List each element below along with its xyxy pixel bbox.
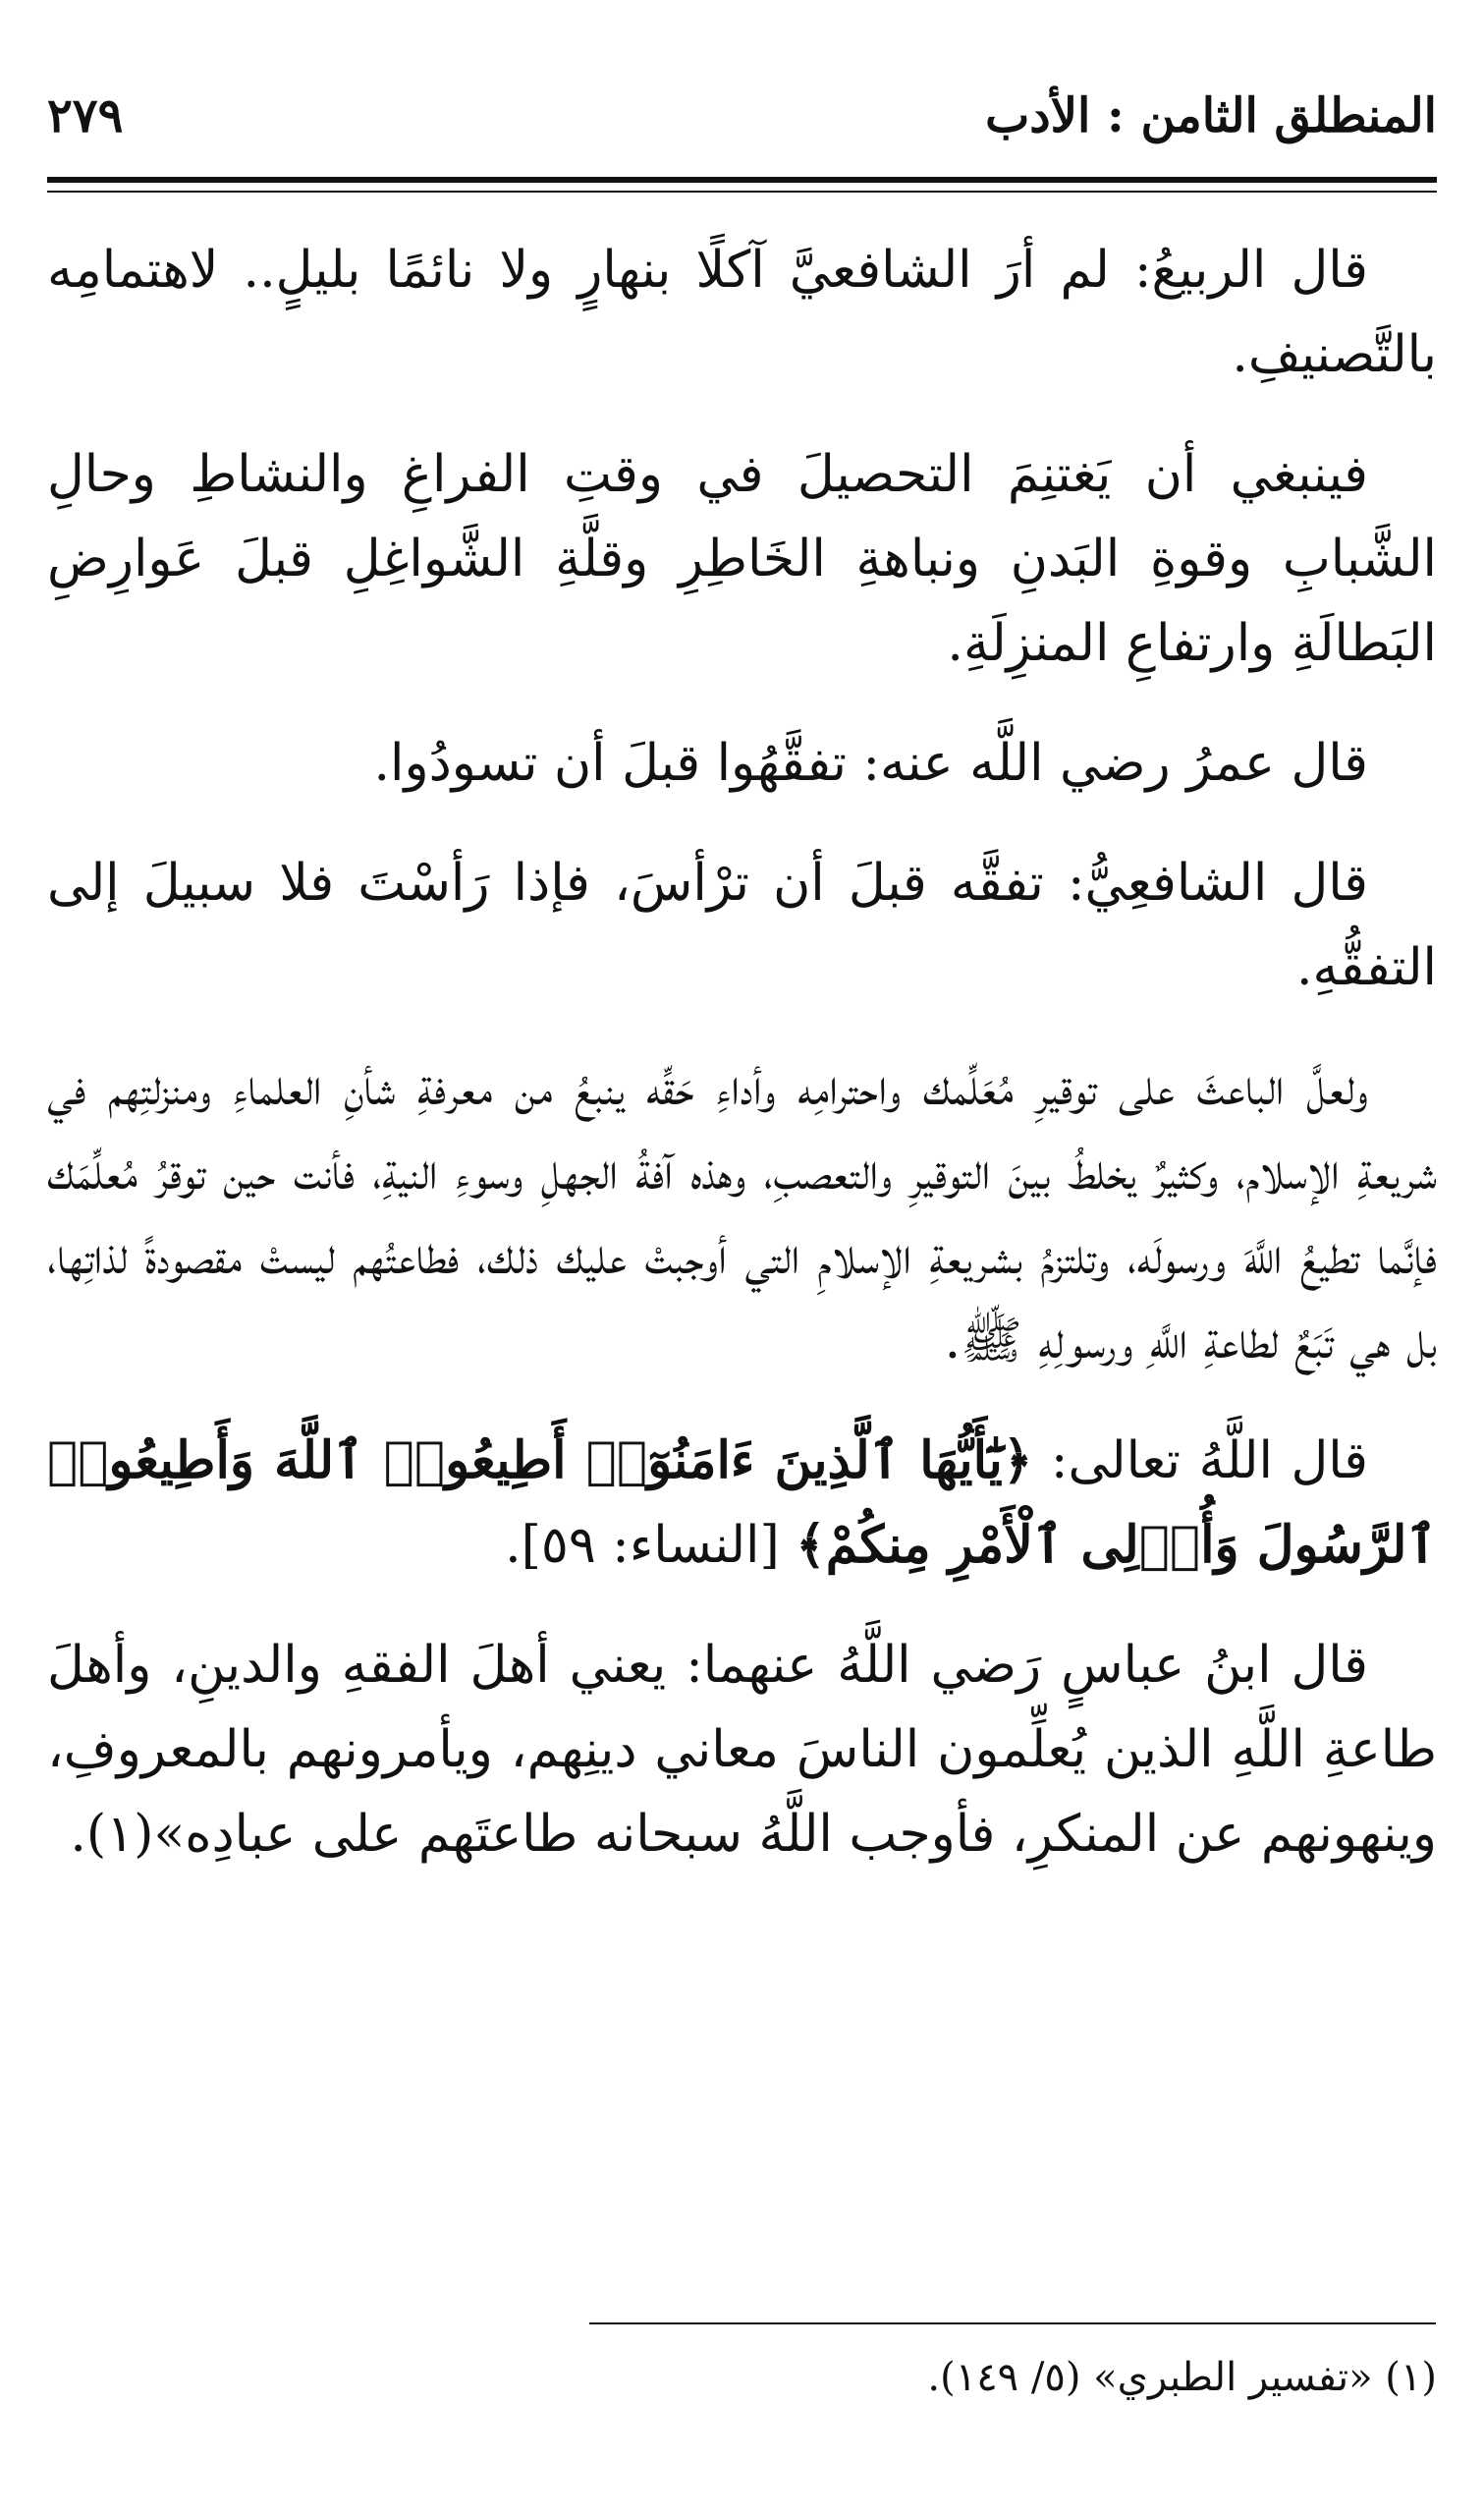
- quran-verse: ﴿يَٰٓأَيُّهَا ٱلَّذِينَ ءَامَنُوٓا۟ أَطِيعُوا۟ ٱللَّهَ وَأَطِيعُوا۟ ٱلرَّسُولَ وَأُو۟لِى ٱلْأَمْرِ مِنكُمْ﴾: [47, 1430, 1437, 1575]
- quran-reference: [النساء: ٥٩].: [505, 1516, 797, 1575]
- paragraph-ibn-abbas: قال ابنُ عباسٍ رَضي اللَّهُ عنهما: يعني أهلَ الفقهِ والدينِ، وأهلَ طاعةِ اللَّهِ الذين يُعلِّمون الناسَ معاني دينِهم، ويأمرونهم بالمعروفِ، وينهونهم عن المنكرِ، فأوجب اللَّهُ سبحانه طاعتَهم على عبادِه»(١).: [47, 1636, 1437, 1864]
- footnote-rule: [589, 2322, 1436, 2324]
- footnote: (١) «تفسير الطبري» (٥/ ١٤٩).: [927, 2355, 1437, 2400]
- header-rule-thin: [47, 191, 1437, 193]
- page-header: [47, 88, 1437, 157]
- paragraph-quran-verse: [47, 1419, 1437, 1588]
- header-rule-thick: [47, 177, 1437, 183]
- page-number: ٢٧٩: [47, 88, 124, 143]
- paragraph-study-time: فينبغي أن يَغتنِمَ التحصيلَ في وقتِ الفراغِ والنشاطِ وحالِ الشَّبابِ وقوةِ البَدنِ ونباهةِ الخَاطِرِ وقلَّةِ الشَّواغِلِ قبلَ عَوارِضِ البَطالَةِ وارتفاعِ المنزِلَةِ.: [47, 445, 1437, 673]
- paragraph-umar-quote: قال عمرُ رضي اللَّه عنه: تفقَّهُوا قبلَ أن تسودُوا.: [373, 734, 1368, 793]
- paragraph-shafii-quote: قال الشافعِيُّ: تفقَّه قبلَ أن ترْأسَ، فإذا رَأسْتَ فلا سبيلَ إلى التفقُّهِ.: [47, 854, 1437, 997]
- quran-intro: قال اللَّهُ تعالى:: [1032, 1431, 1369, 1490]
- paragraph-respect-teacher: ولعلَّ الباعثَ على توقيرِ مُعَلِّمك واحترامِه وأداءِ حَقِّه ينبعُ من معرفةِ شأنِ العلماءِ ومنزلتِهم في شريعةِ الإسلام، وكثيرٌ يخلطُ بينَ التوقيرِ والتعصبِ، وهذه آفةُ الجهلِ وسوءِ النيةِ، فأنت حين توقرُ مُعلِّمَك فإنَّما تطيعُ اللَّهَ ورسولَه، وتلتزمُ بشريعةِ الإسلامِ التي أوجبتْ عليك ذلك، فطاعتُهم ليستْ مقصودةً لذاتِها، بل هي تَبَعٌ لطاعةِ اللَّهِ ورسولِهِ ﷺ.: [47, 1058, 1438, 1370]
- page-body: [47, 228, 1437, 1912]
- paragraph-rabi: قال الربيعُ: لم أرَ الشافعيَّ آكلًا بنهارٍ ولا نائمًا بليلٍ.. لاهتمامِه بالتَّصنيفِ.: [47, 241, 1437, 384]
- running-title: المنطلق الثامن : الأدب: [985, 88, 1437, 143]
